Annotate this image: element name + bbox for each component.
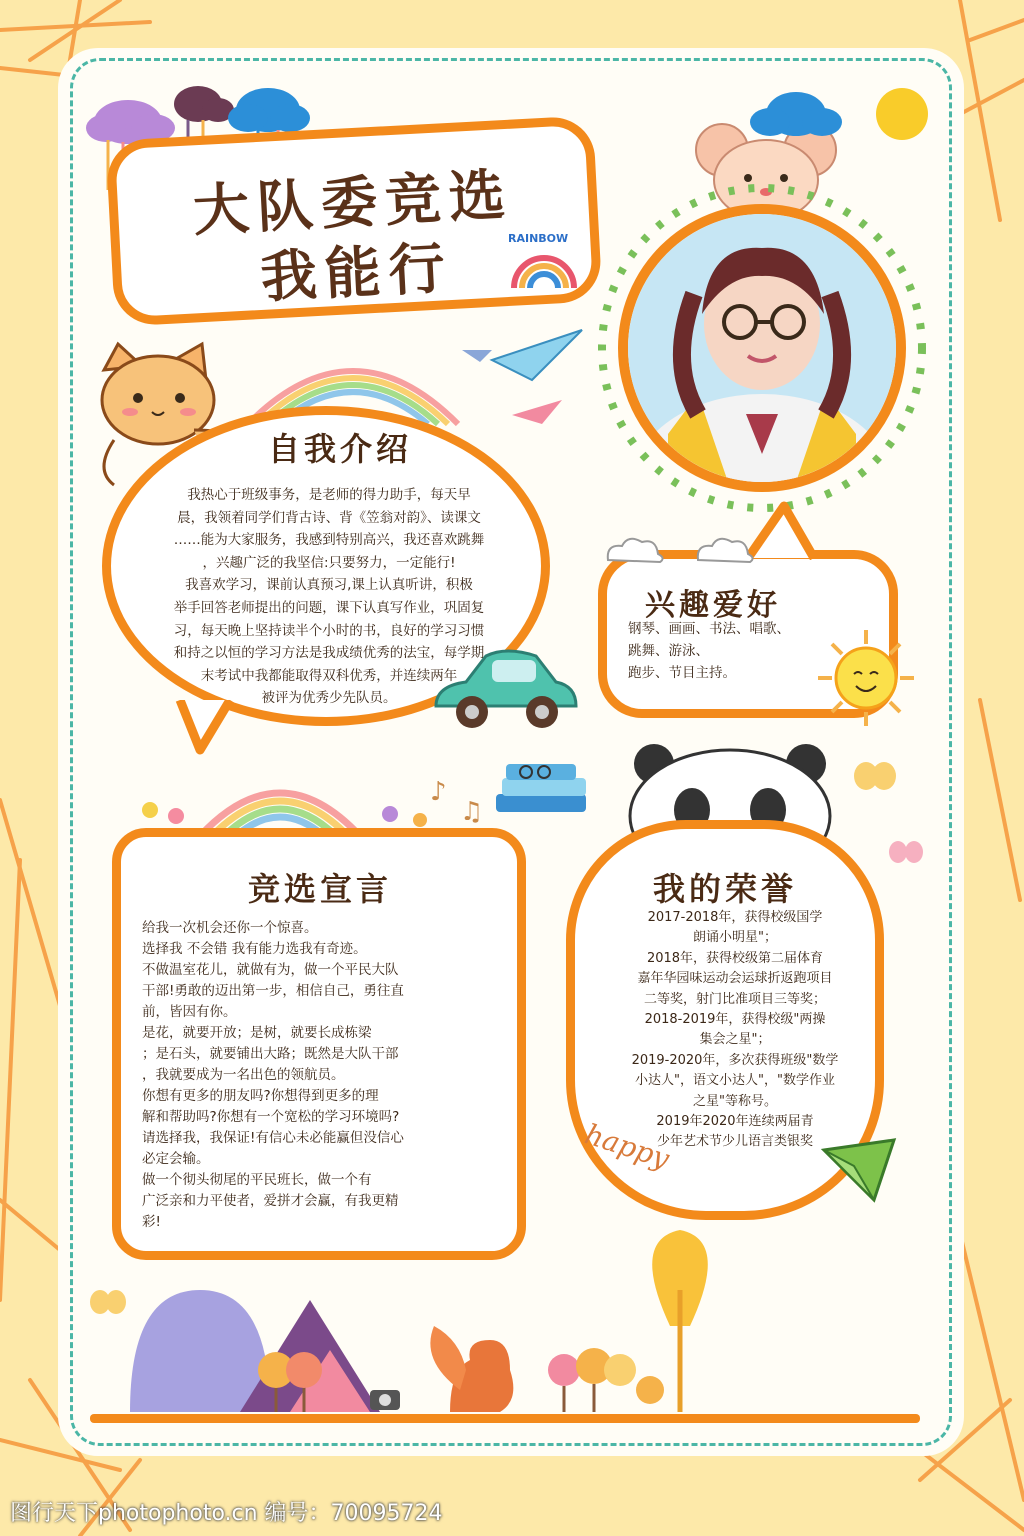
books-icon: [486, 758, 596, 828]
honor-line: 朗诵小明星"；: [693, 930, 777, 946]
declaration-line: 广泛亲和力平使者，爱拼才会赢，有我更精: [142, 1193, 399, 1209]
intro-line: 我喜欢学习，课前认真预习,课上认真听讲，积极: [185, 577, 473, 594]
intro-line: 习，每天晚上坚持读半个小时的书，良好的学习习惯: [173, 622, 485, 639]
declaration-line: 做一个彻头彻尾的平民班长，做一个有: [142, 1172, 372, 1188]
rainbow-badge-icon: [504, 226, 590, 296]
honor-line: 2019年2020年连续两届青: [656, 1114, 814, 1130]
honor-line: 嘉年华园味运动会运球折返跑项目: [637, 971, 833, 987]
declaration-line: ，我就要成为一名出色的领航员。: [142, 1067, 345, 1083]
declaration-line: 解和帮助吗?你想有一个宽松的学习环境吗?: [142, 1109, 400, 1125]
svg-text:♪: ♪: [430, 777, 447, 807]
bottom-scenery: [90, 1230, 930, 1430]
svg-text:♫: ♫: [460, 797, 484, 827]
rainbow-word: RAINBOW: [508, 232, 569, 245]
honor-line: 之星"等称号。: [693, 1093, 777, 1109]
declaration-line: 是花，就要开放；是树，就要长成栋梁: [142, 1025, 372, 1041]
hobby-line: 跳舞、游泳、: [628, 643, 709, 659]
girl-portrait: [628, 214, 896, 482]
honor-line: 小达人"，语文小达人"，"数学作业: [635, 1073, 835, 1089]
honors-text: [590, 908, 880, 1153]
paper-plane-icon: [462, 320, 602, 430]
honor-line: 集会之星"；: [699, 1032, 771, 1048]
declaration-line: 不做温室花儿，就做有为，做一个平民大队: [142, 962, 399, 978]
honor-line: 二等奖，射门比准项目三等奖；: [643, 991, 826, 1007]
intro-line: 举手回答老师提出的问题，课下认真写作业，巩固复: [173, 599, 485, 616]
hobby-line: 钢琴、画画、书法、唱歌、: [628, 621, 790, 637]
declaration-line: 前，皆因有你。: [142, 1004, 237, 1020]
intro-line: 被评为优秀少先队员。: [261, 690, 397, 707]
title-line-2: 我能行: [259, 234, 455, 311]
intro-line: 晨，我领着同学们背古诗、背《笠翁对韵》、读课文: [177, 509, 481, 526]
title-line-1: 大队委竞选: [191, 161, 515, 245]
intro-line: ……能为大家服务，我感到特别高兴，我还喜欢跳舞: [173, 532, 485, 549]
declaration-line: 选择我 不会错 我有能力选我有奇迹。: [142, 941, 367, 957]
declaration-line: ；是石头，就要铺出大路；既然是大队干部: [142, 1046, 399, 1062]
honor-line: 2018-2019年，获得校级"两操: [644, 1012, 826, 1028]
honor-line: 2017-2018年，获得校级国学: [647, 910, 823, 925]
cloud-icon: [748, 86, 844, 146]
intro-line: ，兴趣广泛的我坚信:只要努力，一定能行!: [202, 554, 456, 571]
declaration-text: [142, 918, 502, 1233]
student-photo: [618, 204, 906, 492]
declaration-line: 彩!: [142, 1214, 161, 1230]
intro-line: 我热心于班级事务，是老师的得力助手，每天早: [187, 487, 471, 503]
honors-heading: 我的荣誉: [652, 870, 797, 908]
honor-line: 2019-2020年，多次获得班级"数学: [631, 1052, 839, 1068]
declaration-heading: 竞选宣言: [247, 870, 392, 908]
hobby-line: 跑步、节目主持。: [628, 665, 736, 681]
sun-icon: [872, 84, 932, 144]
declaration-line: 干部!勇敢的迈出第一步，相信自己，勇往直: [142, 983, 404, 999]
declaration-line: 你想有更多的朋友吗?你想得到更多的理: [142, 1088, 379, 1104]
smiling-sun-icon: [814, 626, 918, 730]
honor-line: 少年艺术节少儿语言类银奖: [656, 1134, 813, 1150]
intro-line: 末考试中我都能取得双科优秀，并连续两年: [200, 667, 458, 684]
happy-script: happy: [581, 1117, 674, 1176]
pink-butterfly-icon: [886, 836, 926, 876]
car-illustration: [426, 646, 582, 736]
declaration-line: 必定会输。: [142, 1151, 210, 1167]
declaration-line: 给我一次机会还你一个惊喜。: [142, 920, 318, 936]
intro-heading: 自我介绍: [267, 430, 412, 468]
intro-line: 和持之以恒的学习方法是我成绩优秀的法宝，每学期: [173, 645, 485, 662]
honor-line: 2018年，获得校级第二届体育: [646, 950, 824, 966]
watermark: 图行天下photophoto.cn 编号：70095724: [10, 1501, 443, 1526]
hobby-heading: 兴趣爱好: [645, 588, 781, 623]
zongzi-icon: [814, 1130, 904, 1210]
declaration-line: 请选择我，我保证!有信心未必能赢但没信心: [142, 1130, 404, 1146]
small-clouds-icon: [600, 530, 760, 570]
yellow-butterfly-icon: [88, 1284, 128, 1324]
